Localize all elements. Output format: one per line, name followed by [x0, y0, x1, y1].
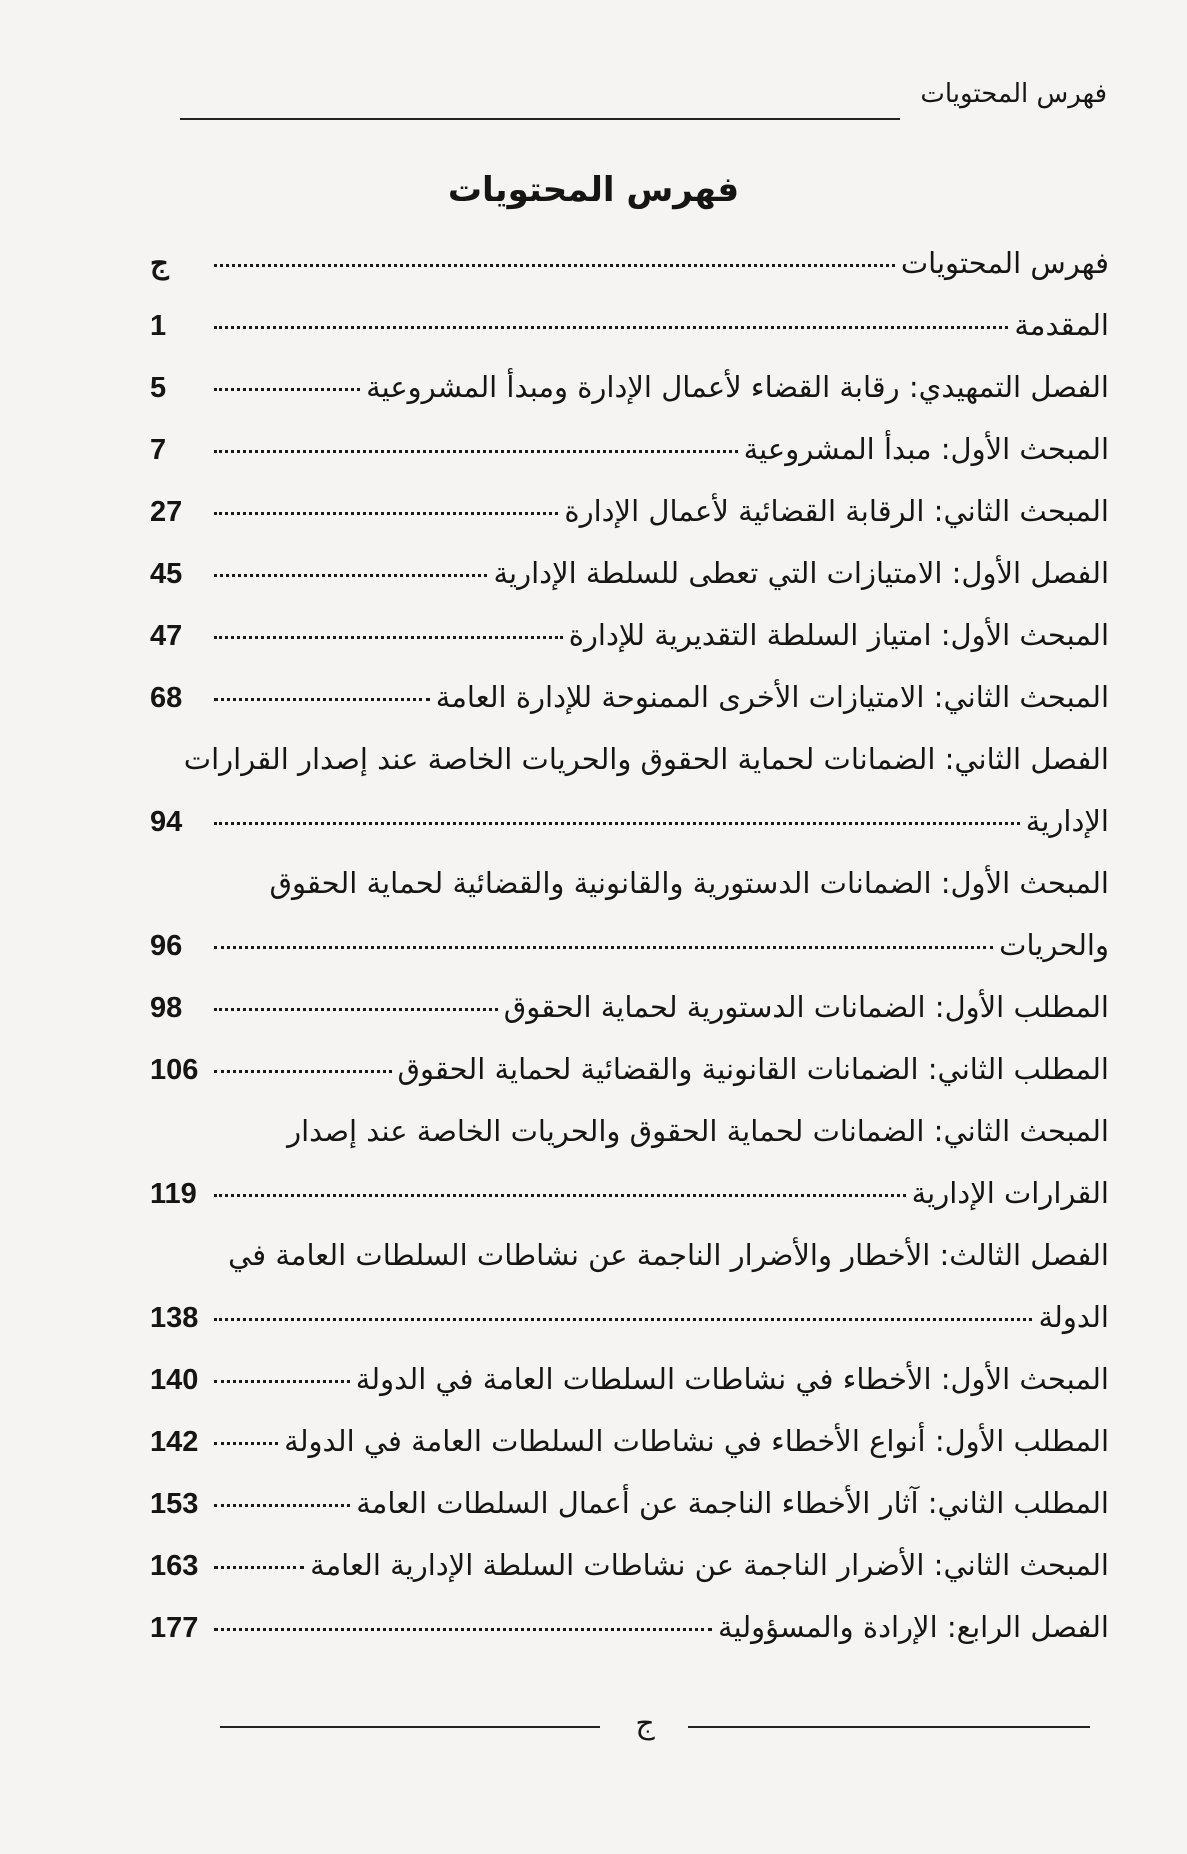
- toc-page-number: 140: [150, 1364, 199, 1396]
- toc-entry-row: [150, 542, 1109, 604]
- toc-entry-row: [150, 1038, 1109, 1100]
- toc-entry-title: المطلب الثاني: آثار الأخطاء الناجمة عن أعمال السلطات العامة: [356, 1486, 1109, 1520]
- toc-entry-title: الدولة: [1038, 1300, 1109, 1334]
- toc-entry: [150, 232, 1109, 294]
- toc-entry-row: [150, 1162, 1109, 1224]
- toc-entry-row: [150, 356, 1109, 418]
- toc-entry-row: [150, 1410, 1109, 1472]
- toc-entry-row: [150, 914, 1109, 976]
- toc-page-number: 142: [150, 1426, 199, 1458]
- toc-entry-title: والحريات: [999, 928, 1109, 962]
- dot-leader: [214, 264, 895, 267]
- dot-leader: [214, 574, 487, 577]
- footer-rule: [220, 1726, 600, 1728]
- toc-entry-row: [150, 480, 1109, 542]
- toc-entry: [150, 604, 1109, 666]
- toc-entry-row: [150, 1286, 1109, 1348]
- toc-entry: [150, 1534, 1109, 1596]
- toc-entry-title-line: الفصل الثالث: الأخطار والأضرار الناجمة عن نشاطات السلطات العامة في: [228, 1238, 1109, 1272]
- toc-entry-title: المبحث الثاني: الرقابة القضائية لأعمال الإدارة: [564, 494, 1109, 528]
- dot-leader: [214, 1628, 712, 1631]
- dot-leader: [214, 946, 993, 949]
- toc-entry-title: المطلب الأول: أنواع الأخطاء في نشاطات السلطات العامة في الدولة: [284, 1424, 1109, 1458]
- toc-entry-row: [150, 294, 1109, 356]
- page-title: فهرس المحتويات: [447, 170, 740, 210]
- toc-page-number: 138: [150, 1302, 199, 1334]
- toc-entry: [150, 480, 1109, 542]
- toc-entry-title: المبحث الأول: الأخطاء في نشاطات السلطات العامة في الدولة: [355, 1362, 1109, 1396]
- toc-entry-title: المقدمة: [1014, 308, 1109, 342]
- dot-leader: [214, 822, 1020, 825]
- toc-entry-title: المطلب الثاني: الضمانات القانونية والقضائية لحماية الحقوق: [397, 1052, 1109, 1086]
- toc-entry-row: [150, 1348, 1109, 1410]
- dot-leader: [214, 512, 558, 515]
- footer-page-number: ج: [635, 1706, 655, 1741]
- toc-entry-title: فهرس المحتويات: [900, 246, 1109, 280]
- toc-entry-row: [150, 1472, 1109, 1534]
- toc-page-number: 177: [150, 1612, 199, 1644]
- dot-leader: [214, 1008, 498, 1011]
- toc-entry-title-line: الفصل الثاني: الضمانات لحماية الحقوق والحريات الخاصة عند إصدار القرارات: [183, 742, 1109, 776]
- toc-page-number: 94: [150, 806, 183, 838]
- toc-entry-row: [150, 418, 1109, 480]
- toc-entry-title: الفصل الرابع: الإرادة والمسؤولية: [718, 1610, 1109, 1644]
- toc-page-number: 163: [150, 1550, 199, 1582]
- toc-entry: [150, 1100, 1109, 1224]
- toc-entry: [150, 294, 1109, 356]
- toc-entry-row: [150, 232, 1109, 294]
- toc-entry-title-line: المبحث الثاني: الضمانات لحماية الحقوق والحريات الخاصة عند إصدار: [287, 1114, 1109, 1148]
- toc-entry-title: الفصل التمهيدي: رقابة القضاء لأعمال الإدارة ومبدأ المشروعية: [366, 370, 1109, 404]
- toc-entry-title: المبحث الأول: مبدأ المشروعية: [743, 432, 1109, 466]
- dot-leader: [214, 326, 1008, 329]
- toc-page-number: 153: [150, 1488, 199, 1520]
- dot-leader: [214, 1442, 278, 1445]
- toc-entry-title: الفصل الأول: الامتيازات التي تعطى للسلطة الإدارية: [493, 556, 1109, 590]
- toc-entry-row: [150, 604, 1109, 666]
- toc-entry: [150, 852, 1109, 976]
- toc-entry: [150, 542, 1109, 604]
- toc-entry: [150, 1596, 1109, 1658]
- toc-entry: [150, 976, 1109, 1038]
- dot-leader: [214, 636, 563, 639]
- toc-entry-title: المبحث الأول: امتياز السلطة التقديرية للإدارة: [568, 618, 1109, 652]
- toc-page-number: 68: [150, 682, 183, 714]
- dot-leader: [214, 1318, 1032, 1321]
- toc-entry-title-line: المبحث الأول: الضمانات الدستورية والقانونية والقضائية لحماية الحقوق: [269, 866, 1109, 900]
- toc-entry: [150, 728, 1109, 852]
- toc-entry: [150, 1472, 1109, 1534]
- toc-entry: [150, 1038, 1109, 1100]
- toc-page-number: 1: [150, 310, 167, 342]
- toc-entry-row: [150, 976, 1109, 1038]
- toc-page-number: 7: [150, 434, 167, 466]
- toc-page-number: 47: [150, 620, 183, 652]
- running-header: فهرس المحتويات: [920, 79, 1107, 109]
- toc-entry: [150, 1410, 1109, 1472]
- toc-entry: [150, 1348, 1109, 1410]
- toc-page-number: 119: [150, 1178, 197, 1210]
- dot-leader: [214, 698, 430, 701]
- dot-leader: [214, 1380, 350, 1383]
- toc-page-number: 27: [150, 496, 183, 528]
- toc-entry: [150, 356, 1109, 418]
- toc-entry-row: [150, 1596, 1109, 1658]
- toc-page-number: ج: [150, 248, 169, 280]
- dot-leader: [214, 1566, 304, 1569]
- toc-entry: [150, 1224, 1109, 1348]
- toc-page-number: 98: [150, 992, 183, 1024]
- toc-page-number: 5: [150, 372, 167, 404]
- header-rule: [180, 118, 900, 120]
- toc-entry-title: المبحث الثاني: الامتيازات الأخرى الممنوحة للإدارة العامة: [435, 680, 1109, 714]
- toc-page-number: 45: [150, 558, 183, 590]
- dot-leader: [214, 1504, 350, 1507]
- toc-entry: [150, 666, 1109, 728]
- table-of-contents: [150, 232, 1109, 1658]
- toc-entry-title: القرارات الإدارية: [911, 1176, 1109, 1210]
- dot-leader: [214, 450, 738, 453]
- dot-leader: [214, 1070, 392, 1073]
- toc-entry-row: [150, 666, 1109, 728]
- toc-page-number: 96: [150, 930, 183, 962]
- toc-entry-row: [150, 1534, 1109, 1596]
- dot-leader: [214, 388, 360, 391]
- toc-page-number: 106: [150, 1054, 199, 1086]
- toc-entry: [150, 418, 1109, 480]
- toc-entry-title: الإدارية: [1025, 804, 1109, 838]
- toc-entry-title: المطلب الأول: الضمانات الدستورية لحماية الحقوق: [503, 990, 1109, 1024]
- toc-entry-row: [150, 790, 1109, 852]
- toc-entry-title: المبحث الثاني: الأضرار الناجمة عن نشاطات السلطة الإدارية العامة: [310, 1548, 1109, 1582]
- footer-rule: [688, 1726, 1090, 1728]
- dot-leader: [214, 1194, 906, 1197]
- page-footer: [0, 1700, 1187, 1760]
